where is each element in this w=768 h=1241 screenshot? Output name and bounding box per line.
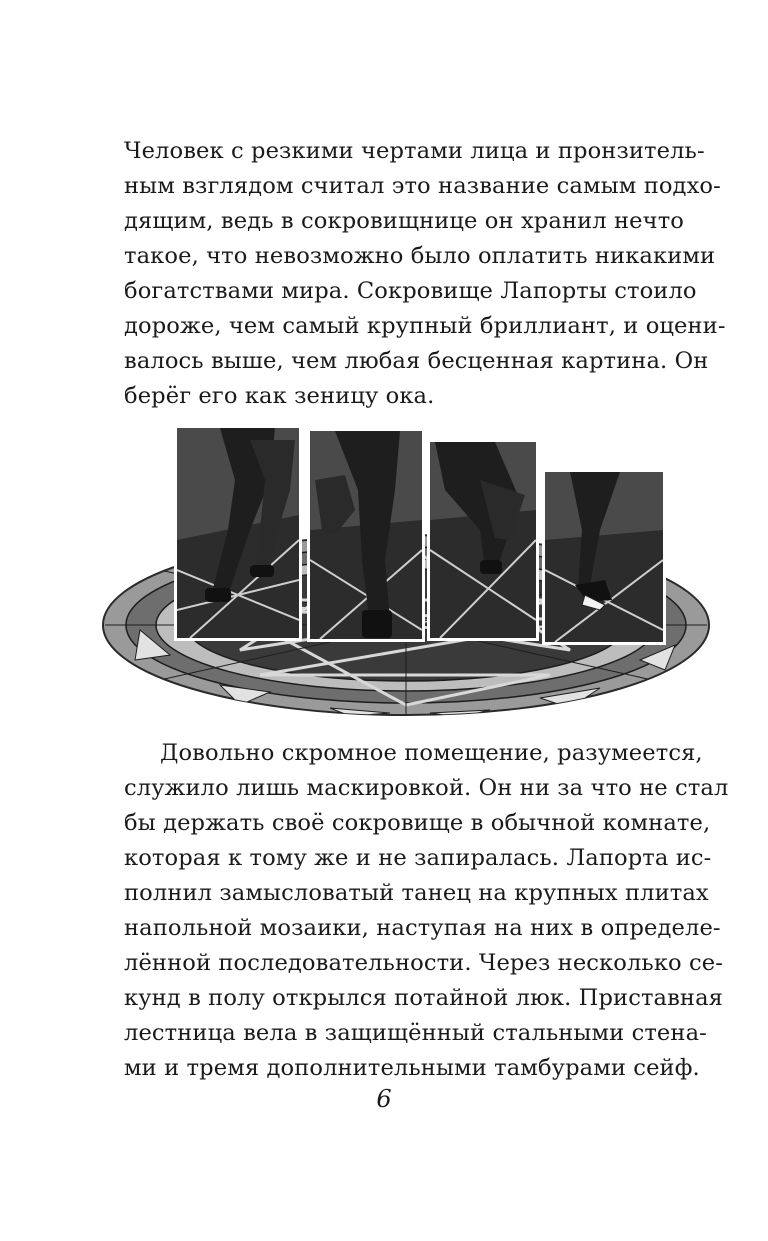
text-line: ным взглядом считал это название самым подхо- xyxy=(124,173,721,199)
text-line: которая к тому же и не запиралась. Лапорта ис- xyxy=(124,845,712,871)
text-line: лестница вела в защищённый стальными стена- xyxy=(124,1020,707,1046)
text-line: дороже, чем самый крупный бриллиант, и оцени- xyxy=(124,313,726,339)
text-line: богатствами мира. Сокровище Лапорты стоило xyxy=(124,278,697,304)
comic-panel-2 xyxy=(307,428,425,642)
text-line: такое, что невозможно было оплатить никакими xyxy=(124,243,716,269)
text-line: берёг его как зеницу ока. xyxy=(124,383,435,409)
paragraph-1 xyxy=(124,134,726,414)
text-line: ми и тремя дополнительными тамбурами сейф. xyxy=(124,1055,700,1081)
text-line: лённой последовательности. Через несколько се- xyxy=(124,950,723,976)
comic-panel-3 xyxy=(427,439,539,641)
text-line: служило лишь маскировкой. Он ни за что не стал xyxy=(124,775,729,801)
text-line: полнил замысловатый танец на крупных плитах xyxy=(124,880,709,906)
page-number: 6 xyxy=(376,1085,392,1113)
dancing-legs-on-mosaic-illustration xyxy=(100,420,712,720)
text-line: бы держать своё сокровище в обычной комнате, xyxy=(124,810,711,836)
text-line: дящим, ведь в сокровищнице он хранил нечто xyxy=(124,208,684,234)
text-line: Человек с резкими чертами лица и пронзитель- xyxy=(124,138,705,164)
text-line: Довольно скромное помещение, разумеется, xyxy=(160,740,703,766)
comic-panel-1 xyxy=(174,425,302,641)
text-line: кунд в полу открылся потайной люк. Приставная xyxy=(124,985,724,1011)
text-line: напольной мозаики, наступая на них в определе- xyxy=(124,915,721,941)
paragraph-2 xyxy=(124,736,729,1086)
text-line: валось выше, чем любая бесценная картина. Он xyxy=(124,348,709,374)
comic-panel-4 xyxy=(542,469,666,645)
